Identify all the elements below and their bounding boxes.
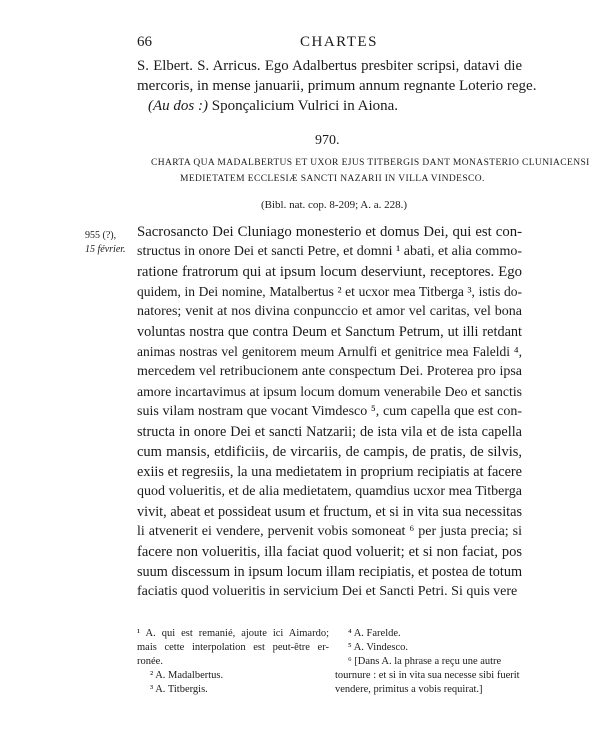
body-line: ratione fratrorum qui at ipsum locum deserviunt, receptores. Ego bbox=[137, 264, 522, 280]
margin-date: 15 février. bbox=[85, 244, 126, 255]
body-line: li atvenerit ei vendere, pervenit vobis somoneat ⁶ per justa precia; si bbox=[137, 524, 522, 539]
footnote-1: ¹ A. qui est remanié, ajoute ici Aimardo; bbox=[137, 628, 329, 639]
charter-rubric-line: CHARTA QUA MADALBERTUS ET UXOR EJUS TITBERGIS DANT MONASTERIO CLUNIACENSI bbox=[151, 158, 590, 168]
charter-rubric-line: MEDIETATEM ECCLESIÆ SANCTI NAZARII IN VILLA VINDESCO. bbox=[180, 174, 485, 184]
margin-year: 955 (?), bbox=[85, 230, 117, 241]
endorsement-label: (Au dos :) bbox=[148, 98, 208, 114]
body-line: exiis et regresiis, la una medietatem in proprium recipiatis at facere bbox=[137, 464, 522, 480]
endorsement-text: Sponçalicium Vulrici in Aiona. bbox=[211, 98, 399, 114]
footnote-6: ⁶ [Dans A. la phrase a reçu une autre bbox=[348, 656, 502, 667]
body-line: structa in onore Dei et sancti Natzarii; de ista vila et de ista capella bbox=[137, 424, 522, 440]
body-line: vivit, abeat et possideat usum et fructum, et si in vita sua necessitas bbox=[137, 504, 522, 520]
footnote-2: ² A. Madalbertus. bbox=[150, 670, 224, 681]
page-number: 66 bbox=[137, 34, 152, 50]
footnote-3: ³ A. Titbergis. bbox=[150, 684, 208, 695]
previous-charter-line: mercoris, in mense januarii, primum annum regnante Loterio rege. bbox=[137, 78, 537, 94]
body-line: cum mansis, etdificiis, de vircariis, de campis, de pratis, de silvis, bbox=[137, 444, 522, 460]
source-citation: (Bibl. nat. cop. 8-209; A. a. 228.) bbox=[261, 199, 408, 211]
previous-charter-line: S. Elbert. S. Arricus. Ego Adalbertus presbiter scripsi, datavi die bbox=[137, 58, 522, 74]
running-head: CHARTES bbox=[300, 34, 378, 50]
body-line: suis vilam nostram que vocant Vimdesco ⁵, cum capella que est con- bbox=[137, 404, 522, 419]
body-line: natores; venit at nos divina conpunccio et amor vel caritas, vel bona bbox=[137, 304, 522, 319]
footnote-5: ⁵ A. Vindesco. bbox=[348, 642, 409, 653]
body-line: amore incartavimus at ipsum locum domum venerabile Deo et sanctis bbox=[137, 384, 522, 399]
footnote-1-continued: mais cette interpolation est peut-être er- bbox=[137, 642, 329, 653]
endorsement bbox=[148, 98, 398, 115]
footnote-6-continued: vendere, primitus a vobis requirat.] bbox=[335, 684, 483, 695]
body-line: suum discessum in ipsum locum illam recipiatis, et postea de totum bbox=[137, 564, 523, 580]
footnote-1-continued: ronée. bbox=[137, 656, 163, 667]
body-line: voluntas nostra que contra Deum et Sanctum Petrum, ut illi retdant bbox=[137, 324, 522, 340]
body-line: animas nostras vel genitorem meum Arnulfi et genitrice mea Faleldi ⁴, bbox=[137, 344, 522, 359]
body-line: structus in onore Dei et sancti Petre, et domni ¹ abati, et alia commo- bbox=[137, 244, 522, 259]
body-line: faciatis quod volueritis in servicium Dei et Sancti Petri. Si quis vere bbox=[137, 584, 518, 599]
footnote-4: ⁴ A. Farelde. bbox=[348, 628, 401, 639]
body-line: mercedem vel retribucionem ante conspectum Dei. Proterea pro ipsa bbox=[137, 364, 522, 379]
charter-number: 970. bbox=[315, 133, 340, 148]
body-line: Sacrosancto Dei Cluniago monesterio et domus Dei, qui est con- bbox=[137, 224, 522, 240]
body-line: quod volueritis, et de alia medietatem, quamdius ucxor mea Titberga bbox=[137, 484, 522, 499]
body-line: facere non volueritis, illa faciat quod voluerit; et si non faciat, pos bbox=[137, 544, 522, 560]
footnote-6-continued: tournure : et si in vita sua necesse sibi fuerit bbox=[335, 670, 520, 681]
body-line: quidem, in Dei nomine, Matalbertus ² et ucxor mea Titberga ³, istis do- bbox=[137, 284, 522, 299]
